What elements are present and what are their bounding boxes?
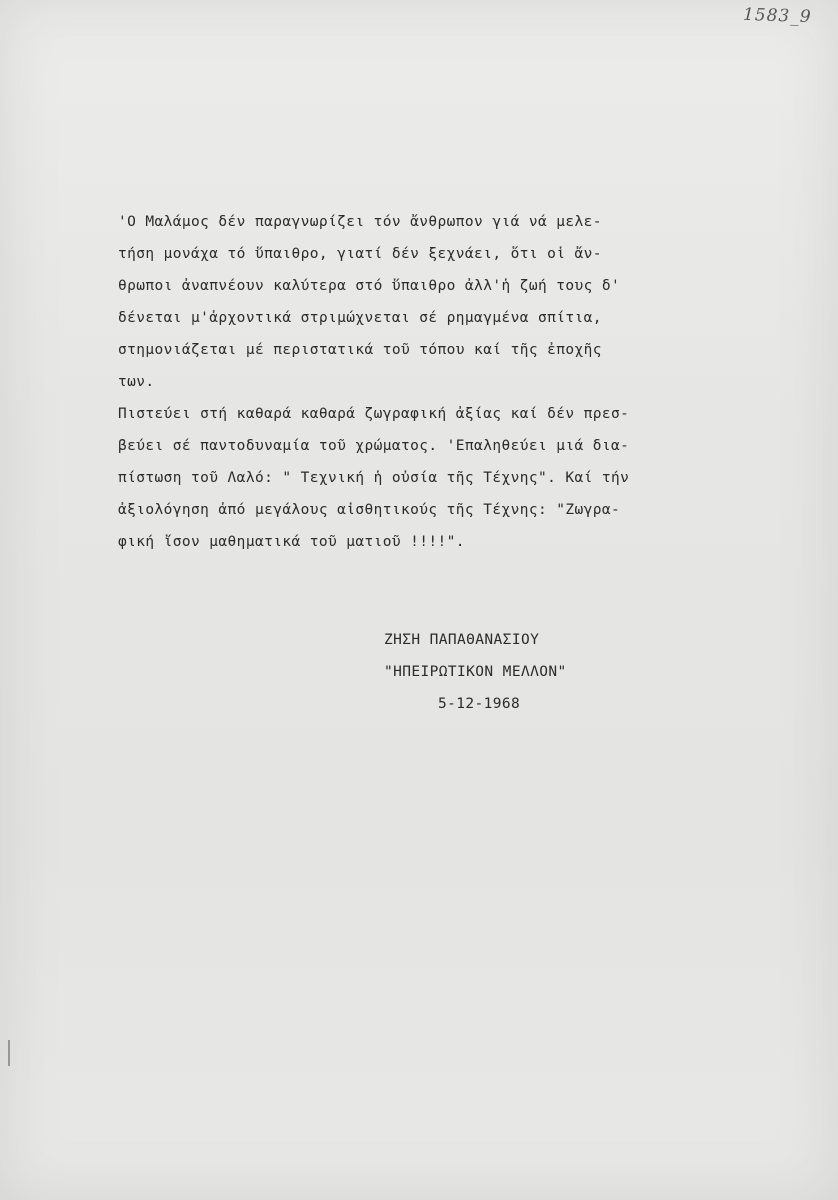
archive-number: 1583_9 [743,4,813,28]
body-line: βεύει σέ παντοδυναμία τοῦ χρώματος. 'Επαληθεύει μιά δια- [118,438,630,454]
body-line: τήση μονάχα τό ὕπαιθρο, γιατί δέν ξεχνάει, ὅτι οἱ ἄν- [118,246,602,262]
body-text [118,206,718,558]
body-line: των. [118,374,155,390]
body-line: στημονιάζεται μέ περιστατικά τοῦ τόπου καί τῆς ἐποχῆς [118,342,602,358]
signature-date: 5-12-1968 [438,696,521,712]
body-line: πίστωση τοῦ Λαλό: " Τεχνική ἡ οὐσία τῆς Τέχνης". Καί τήν [118,470,630,486]
body-line: δένεται μ'ἀρχοντικά στριμώχνεται σέ ρημαγμένα σπίτια, [118,310,602,326]
body-line: Πιστεύει στή καθαρά καθαρά ζωγραφική ἀξίας καί δέν πρεσ- [118,406,630,422]
signature-block [360,624,660,720]
signature-source: "ΗΠΕΙΡΩΤΙΚΟΝ ΜΕΛΛΟΝ" [384,664,567,680]
body-line: 'Ο Μαλάμος δέν παραγνωρίζει τόν ἄνθρωπον γιά νά μελε- [118,214,602,230]
page-edge-mark [8,1040,10,1066]
signature-author: ΖΗΣΗ ΠΑΠΑΘΑΝΑΣΙΟΥ [384,632,540,648]
body-line: ἀξιολόγηση ἀπό μεγάλους αἰσθητικούς τῆς Τέχνης: "Ζωγρα- [118,502,621,518]
body-line: θρωποι ἀναπνέουν καλύτερα στό ὕπαιθρο ἀλλ'ἡ ζωή τους δ' [118,278,621,294]
body-line: φική ἴσον μαθηματικά τοῦ ματιοῦ !!!!". [118,534,465,550]
